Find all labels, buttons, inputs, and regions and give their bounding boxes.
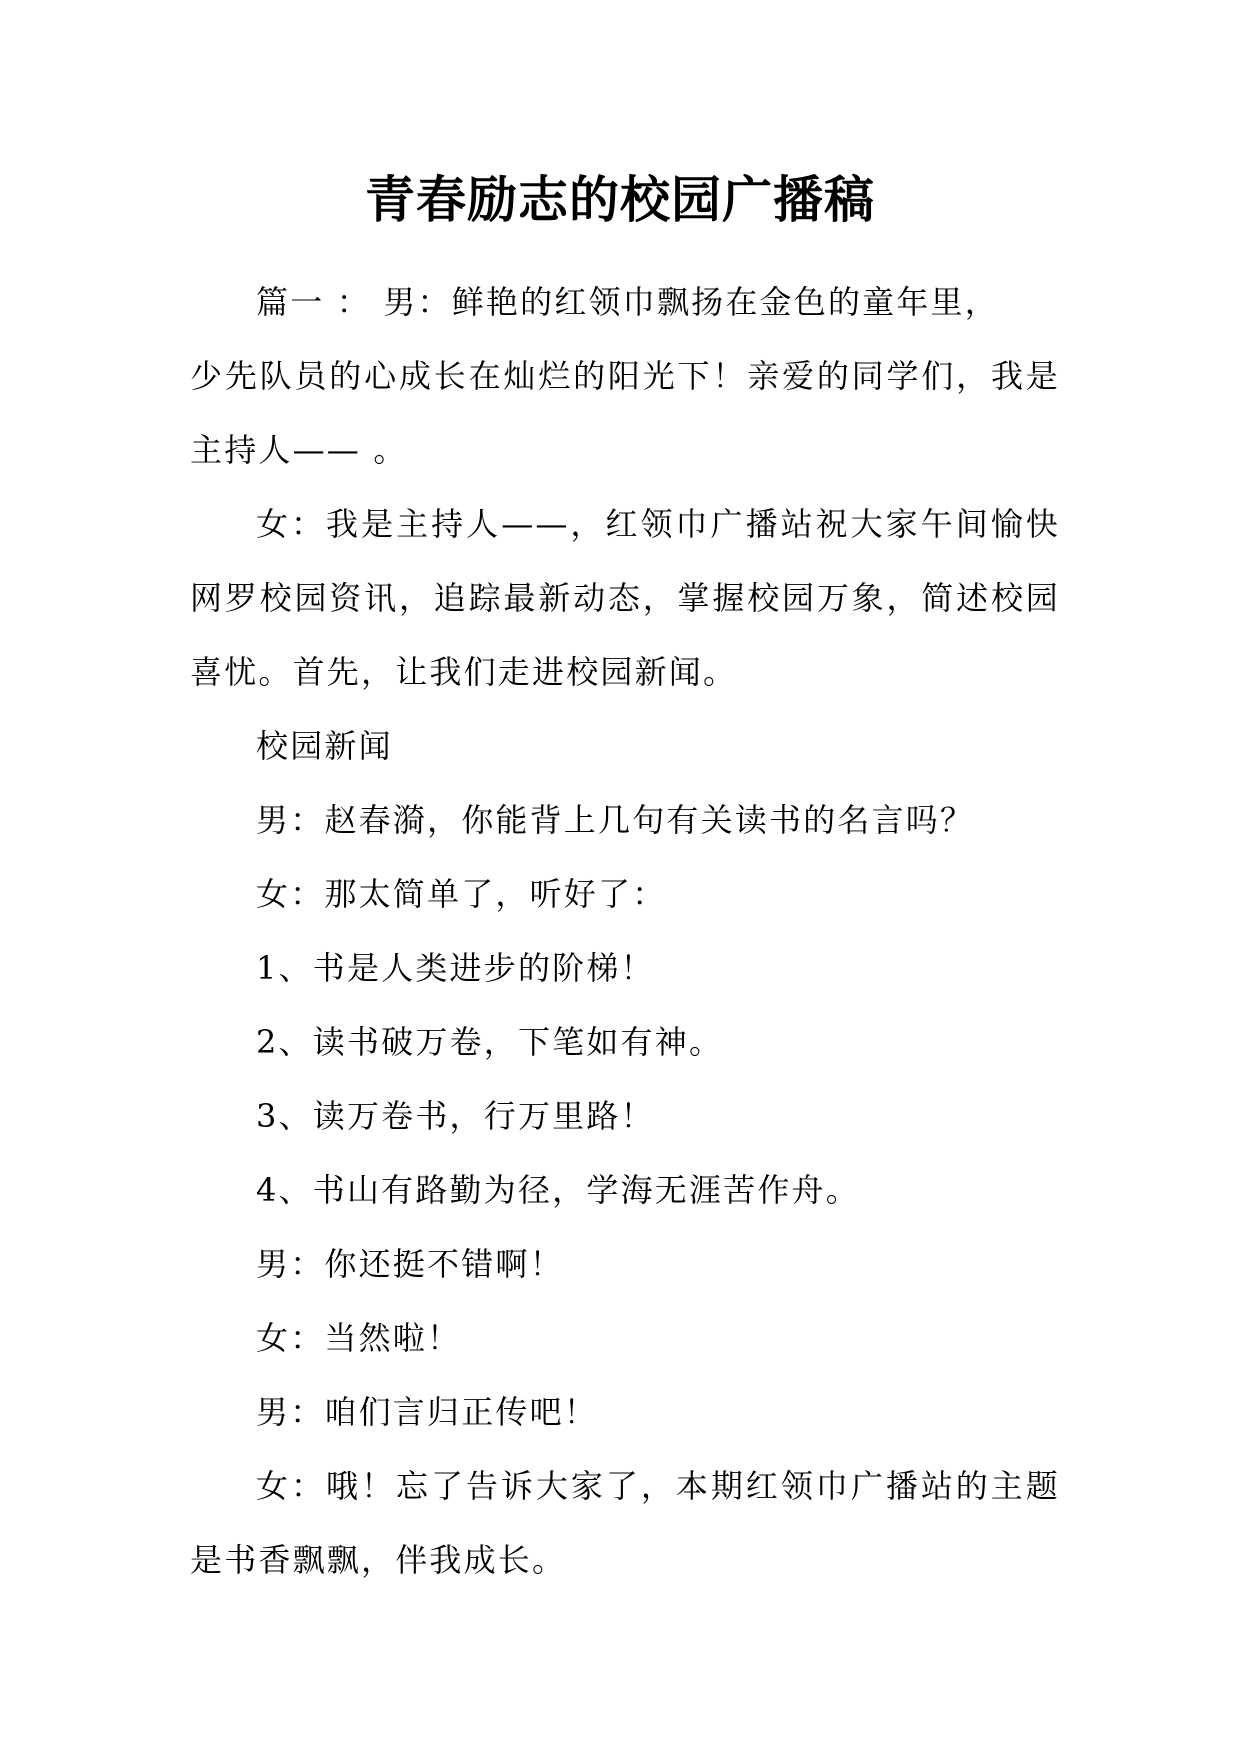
quote-list-item: 2、读书破万卷，下笔如有神。 (256, 1023, 724, 1061)
dialogue-line: 女：当然啦！ (256, 1319, 462, 1357)
dialogue-line: 男：赵春漪，你能背上几句有关读书的名言吗？ (256, 801, 975, 839)
quote-list-item: 3、读万卷书，行万里路！ (256, 1097, 655, 1135)
quote-list-item: 1、书是人类进步的阶梯！ (256, 949, 655, 987)
document-title: 青春励志的校园广播稿 (365, 171, 875, 229)
dialogue-line: 男：你还挺不错啊！ (256, 1245, 564, 1283)
dialogue-line: 女：那太简单了，听好了： (256, 875, 667, 913)
section-heading: 校园新闻 (256, 727, 393, 765)
paragraph-line: 喜忧。首先，让我们走进校园新闻。 (190, 653, 738, 691)
dialogue-line: 女：哦！忘了告诉大家了，本期红领巾广播站的主题 (256, 1467, 1060, 1505)
quote-list-item: 4、书山有路勤为径，学海无涯苦作舟。 (256, 1171, 860, 1209)
paragraph-line: 少先队员的心成长在灿烂的阳光下！亲爱的同学们，我是 (190, 357, 1060, 395)
dialogue-line: 是书香飘飘，伴我成长。 (190, 1541, 567, 1579)
document-body (190, 265, 1060, 1597)
dialogue-line: 男：咱们言归正传吧！ (256, 1393, 599, 1431)
paragraph-line: 网罗校园资讯，追踪最新动态，掌握校园万象，简述校园 (190, 579, 1060, 617)
paragraph-line: 女：我是主持人——，红领巾广播站祝大家午间愉快 (256, 505, 1060, 543)
paragraph-line: 主持人—— 。 (190, 431, 408, 469)
paragraph-line: 篇一 ： 男：鲜艳的红领巾飘扬在金色的童年里， (256, 283, 999, 321)
